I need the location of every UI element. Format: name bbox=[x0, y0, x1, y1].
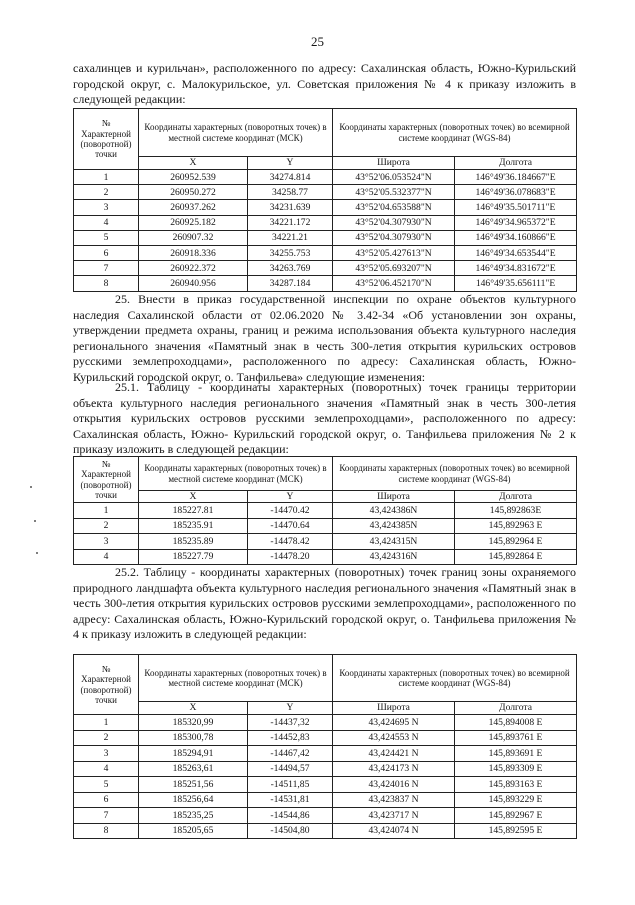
header-wgs-group: Координаты характерных (поворотных точек) во всемирной системе координат (WGS-84) bbox=[333, 655, 577, 702]
cell-x: 185294,91 bbox=[139, 746, 248, 762]
cell-x: 185227.81 bbox=[139, 503, 248, 519]
header-msk-group: Координаты характерных (поворотных точек) в местной системе координат (МСК) bbox=[139, 109, 333, 157]
table-row bbox=[74, 200, 577, 215]
header-latitude: Широта bbox=[333, 702, 455, 715]
cell-lat: 43°52'05.532377"N bbox=[333, 185, 455, 200]
cell-y: -14478.20 bbox=[248, 549, 333, 565]
cell-y: -14452,83 bbox=[248, 730, 333, 746]
cell-x: 260925.182 bbox=[139, 215, 248, 230]
cell-n: 8 bbox=[74, 276, 139, 291]
cell-y: -14470.64 bbox=[248, 518, 333, 534]
table-row bbox=[74, 715, 577, 731]
cell-lat: 43,423837 N bbox=[333, 792, 455, 808]
cell-lat: 43°52'04.653588"N bbox=[333, 200, 455, 215]
cell-lat: 43,423717 N bbox=[333, 808, 455, 824]
table3-body bbox=[74, 715, 577, 839]
cell-lon: 146°49'34.831672"E bbox=[455, 261, 577, 276]
cell-x: 260940.956 bbox=[139, 276, 248, 291]
cell-lon: 145,892967 E bbox=[455, 808, 577, 824]
table-row bbox=[74, 261, 577, 276]
header-x: X bbox=[139, 491, 248, 503]
cell-n: 3 bbox=[74, 534, 139, 550]
cell-lat: 43,424553 N bbox=[333, 730, 455, 746]
table-row bbox=[74, 170, 577, 185]
header-longitude: Долгота bbox=[455, 491, 577, 503]
table-row bbox=[74, 215, 577, 230]
cell-n: 6 bbox=[74, 792, 139, 808]
cell-n: 6 bbox=[74, 245, 139, 260]
cell-y: -14467,42 bbox=[248, 746, 333, 762]
cell-lat: 43,424173 N bbox=[333, 761, 455, 777]
cell-x: 185256,64 bbox=[139, 792, 248, 808]
cell-lon: 145,893309 E bbox=[455, 761, 577, 777]
header-wgs-group: Координаты характерных (поворотных точек) во всемирной системе координат (WGS-84) bbox=[333, 109, 577, 157]
cell-y: -14478.42 bbox=[248, 534, 333, 550]
table-row bbox=[74, 808, 577, 824]
cell-x: 185205,65 bbox=[139, 823, 248, 839]
cell-n: 4 bbox=[74, 549, 139, 565]
cell-lon: 145,892863E bbox=[455, 503, 577, 519]
cell-lon: 145,892595 E bbox=[455, 823, 577, 839]
table-row bbox=[74, 792, 577, 808]
header-wgs-group: Координаты характерных (поворотных точек) во всемирной системе координат (WGS-84) bbox=[333, 457, 577, 491]
cell-n: 7 bbox=[74, 261, 139, 276]
header-x: X bbox=[139, 157, 248, 170]
cell-lon: 145,893761 E bbox=[455, 730, 577, 746]
section-25-paragraph: 25. Внести в приказ государственной инспекции по охране объектов культурного наследия Сахалинской области от 02.06.2020 № 3.42-34 «Об установлении зон охраны, утверждении предмета охраны, границ и режима использования объекта культурного наследия регионального значения «Памятный знак в честь 300-летия открытия курильских островов русскими землепроходцами», расположенного по адресу: Сахалинская область, Южно- Курильский городской округ, о. Танфильева» следующие изменения: bbox=[73, 292, 576, 384]
table-subheader-row bbox=[74, 491, 577, 503]
cell-y: 34231.639 bbox=[248, 200, 333, 215]
cell-x: 260907.32 bbox=[139, 230, 248, 245]
cell-y: -14470.42 bbox=[248, 503, 333, 519]
cell-y: 34263.769 bbox=[248, 261, 333, 276]
cell-lat: 43,424074 N bbox=[333, 823, 455, 839]
table-row bbox=[74, 276, 577, 291]
cell-lat: 43°52'05.693207"N bbox=[333, 261, 455, 276]
cell-n: 1 bbox=[74, 170, 139, 185]
header-x: X bbox=[139, 702, 248, 715]
cell-lon: 145,893691 E bbox=[455, 746, 577, 762]
cell-n: 3 bbox=[74, 746, 139, 762]
cell-n: 7 bbox=[74, 808, 139, 824]
cell-lat: 43°52'04.307930"N bbox=[333, 215, 455, 230]
header-longitude: Долгота bbox=[455, 157, 577, 170]
cell-n: 1 bbox=[74, 503, 139, 519]
header-point-number: № Характерной (поворотной) точки bbox=[74, 457, 139, 503]
cell-lon: 145,892963 E bbox=[455, 518, 577, 534]
scan-speck bbox=[36, 552, 38, 554]
scan-speck bbox=[34, 520, 36, 522]
coordinates-table-3 bbox=[73, 654, 577, 839]
cell-y: 34274.814 bbox=[248, 170, 333, 185]
header-point-number: № Характерной (поворотной) точки bbox=[74, 655, 139, 715]
table-row bbox=[74, 518, 577, 534]
cell-n: 3 bbox=[74, 200, 139, 215]
cell-lat: 43,424385N bbox=[333, 518, 455, 534]
cell-x: 185300,78 bbox=[139, 730, 248, 746]
table-subheader-row bbox=[74, 157, 577, 170]
header-y: Y bbox=[248, 702, 333, 715]
table-row bbox=[74, 230, 577, 245]
cell-lon: 145,894008 E bbox=[455, 715, 577, 731]
cell-lon: 146°49'34.653544"E bbox=[455, 245, 577, 260]
header-latitude: Широта bbox=[333, 491, 455, 503]
header-y: Y bbox=[248, 491, 333, 503]
table-row bbox=[74, 823, 577, 839]
table-header-row bbox=[74, 109, 577, 157]
cell-y: 34255.753 bbox=[248, 245, 333, 260]
cell-n: 2 bbox=[74, 185, 139, 200]
cell-n: 4 bbox=[74, 761, 139, 777]
table-row bbox=[74, 185, 577, 200]
table-row bbox=[74, 746, 577, 762]
table-header-row bbox=[74, 655, 577, 702]
header-msk-group: Координаты характерных (поворотных точек) в местной системе координат (МСК) bbox=[139, 457, 333, 491]
page-number: 25 bbox=[311, 34, 324, 49]
cell-y: -14511,85 bbox=[248, 777, 333, 793]
cell-lon: 145,893229 E bbox=[455, 792, 577, 808]
cell-n: 2 bbox=[74, 518, 139, 534]
table1-body bbox=[74, 170, 577, 292]
cell-lat: 43,424695 N bbox=[333, 715, 455, 731]
cell-x: 260950.272 bbox=[139, 185, 248, 200]
table-row bbox=[74, 549, 577, 565]
cell-lat: 43,424016 N bbox=[333, 777, 455, 793]
cell-x: 185235,25 bbox=[139, 808, 248, 824]
cell-y: 34287.184 bbox=[248, 276, 333, 291]
table-subheader-row bbox=[74, 702, 577, 715]
cell-lon: 146°49'35.501711"E bbox=[455, 200, 577, 215]
cell-y: -14531,81 bbox=[248, 792, 333, 808]
cell-x: 260937.262 bbox=[139, 200, 248, 215]
header-point-number: № Характерной (поворотной) точки bbox=[74, 109, 139, 170]
table2-body bbox=[74, 503, 577, 565]
cell-y: -14504,80 bbox=[248, 823, 333, 839]
cell-lon: 145,892964 E bbox=[455, 534, 577, 550]
cell-lat: 43,424316N bbox=[333, 549, 455, 565]
cell-x: 185320,99 bbox=[139, 715, 248, 731]
table-row bbox=[74, 761, 577, 777]
cell-lat: 43,424386N bbox=[333, 503, 455, 519]
cell-n: 5 bbox=[74, 777, 139, 793]
intro-paragraph: сахалинцев и курильчан», расположенного по адресу: Сахалинская область, Южно-Курильский городской округ, с. Малокурильское, ул. Советская приложения № 4 к приказу изложить в следующей редакции: bbox=[73, 61, 576, 107]
cell-n: 1 bbox=[74, 715, 139, 731]
table-row bbox=[74, 245, 577, 260]
section-25-1-paragraph: 25.1. Таблицу - координаты характерных (поворотных) точек границы территории объекта культурного наследия регионального значения «Памятный знак в честь 300-летия открытия курильских островов русскими землепроходцами», расположенного по адресу: Сахалинская область, Южно- Курильский городской округ, о. Танфильева приложения № 2 к приказу изложить в следующей редакции: bbox=[73, 380, 576, 457]
cell-x: 260952.539 bbox=[139, 170, 248, 185]
cell-lat: 43°52'06.053524"N bbox=[333, 170, 455, 185]
cell-y: 34258.77 bbox=[248, 185, 333, 200]
header-latitude: Широта bbox=[333, 157, 455, 170]
cell-x: 260922.372 bbox=[139, 261, 248, 276]
header-y: Y bbox=[248, 157, 333, 170]
cell-y: 34221.21 bbox=[248, 230, 333, 245]
cell-x: 185235.91 bbox=[139, 518, 248, 534]
cell-y: -14494,57 bbox=[248, 761, 333, 777]
cell-lon: 145,893163 E bbox=[455, 777, 577, 793]
cell-x: 185263,61 bbox=[139, 761, 248, 777]
cell-lat: 43°52'05.427613"N bbox=[333, 245, 455, 260]
section-25-2-paragraph: 25.2. Таблицу - координаты характерных (поворотных) точек границ зоны охраняемого природного ландшафта объекта культурного наследия регионального значения «Памятный знак в честь 300-летия открытия курильских островов русскими землепроходцами», расположенного по адресу: Сахалинская область, Южно-Курильский городской округ, о. Танфильева приложения № 4 к приказу изложить в следующей редакции: bbox=[73, 565, 576, 642]
cell-lon: 145,892864 E bbox=[455, 549, 577, 565]
header-longitude: Долгота bbox=[455, 702, 577, 715]
cell-y: 34221.172 bbox=[248, 215, 333, 230]
cell-lon: 146°49'35.656111"E bbox=[455, 276, 577, 291]
cell-y: -14544,86 bbox=[248, 808, 333, 824]
scan-speck bbox=[30, 486, 32, 488]
cell-x: 185227.79 bbox=[139, 549, 248, 565]
header-msk-group: Координаты характерных (поворотных точек) в местной системе координат (МСК) bbox=[139, 655, 333, 702]
table-header-row bbox=[74, 457, 577, 491]
cell-x: 185235.89 bbox=[139, 534, 248, 550]
cell-n: 5 bbox=[74, 230, 139, 245]
cell-y: -14437,32 bbox=[248, 715, 333, 731]
cell-lon: 146°49'36.078683"E bbox=[455, 185, 577, 200]
cell-lon: 146°49'36.184667"E bbox=[455, 170, 577, 185]
cell-lat: 43°52'06.452170"N bbox=[333, 276, 455, 291]
cell-lat: 43,424315N bbox=[333, 534, 455, 550]
cell-x: 260918.336 bbox=[139, 245, 248, 260]
cell-x: 185251,56 bbox=[139, 777, 248, 793]
cell-n: 8 bbox=[74, 823, 139, 839]
cell-n: 4 bbox=[74, 215, 139, 230]
cell-n: 2 bbox=[74, 730, 139, 746]
table-row bbox=[74, 777, 577, 793]
cell-lon: 146°49'34.160866"E bbox=[455, 230, 577, 245]
coordinates-table-1 bbox=[73, 108, 577, 292]
coordinates-table-2 bbox=[73, 456, 577, 565]
cell-lat: 43,424421 N bbox=[333, 746, 455, 762]
cell-lon: 146°49'34.965372"E bbox=[455, 215, 577, 230]
table-row bbox=[74, 503, 577, 519]
table-row bbox=[74, 534, 577, 550]
table-row bbox=[74, 730, 577, 746]
cell-lat: 43°52'04.307930"N bbox=[333, 230, 455, 245]
